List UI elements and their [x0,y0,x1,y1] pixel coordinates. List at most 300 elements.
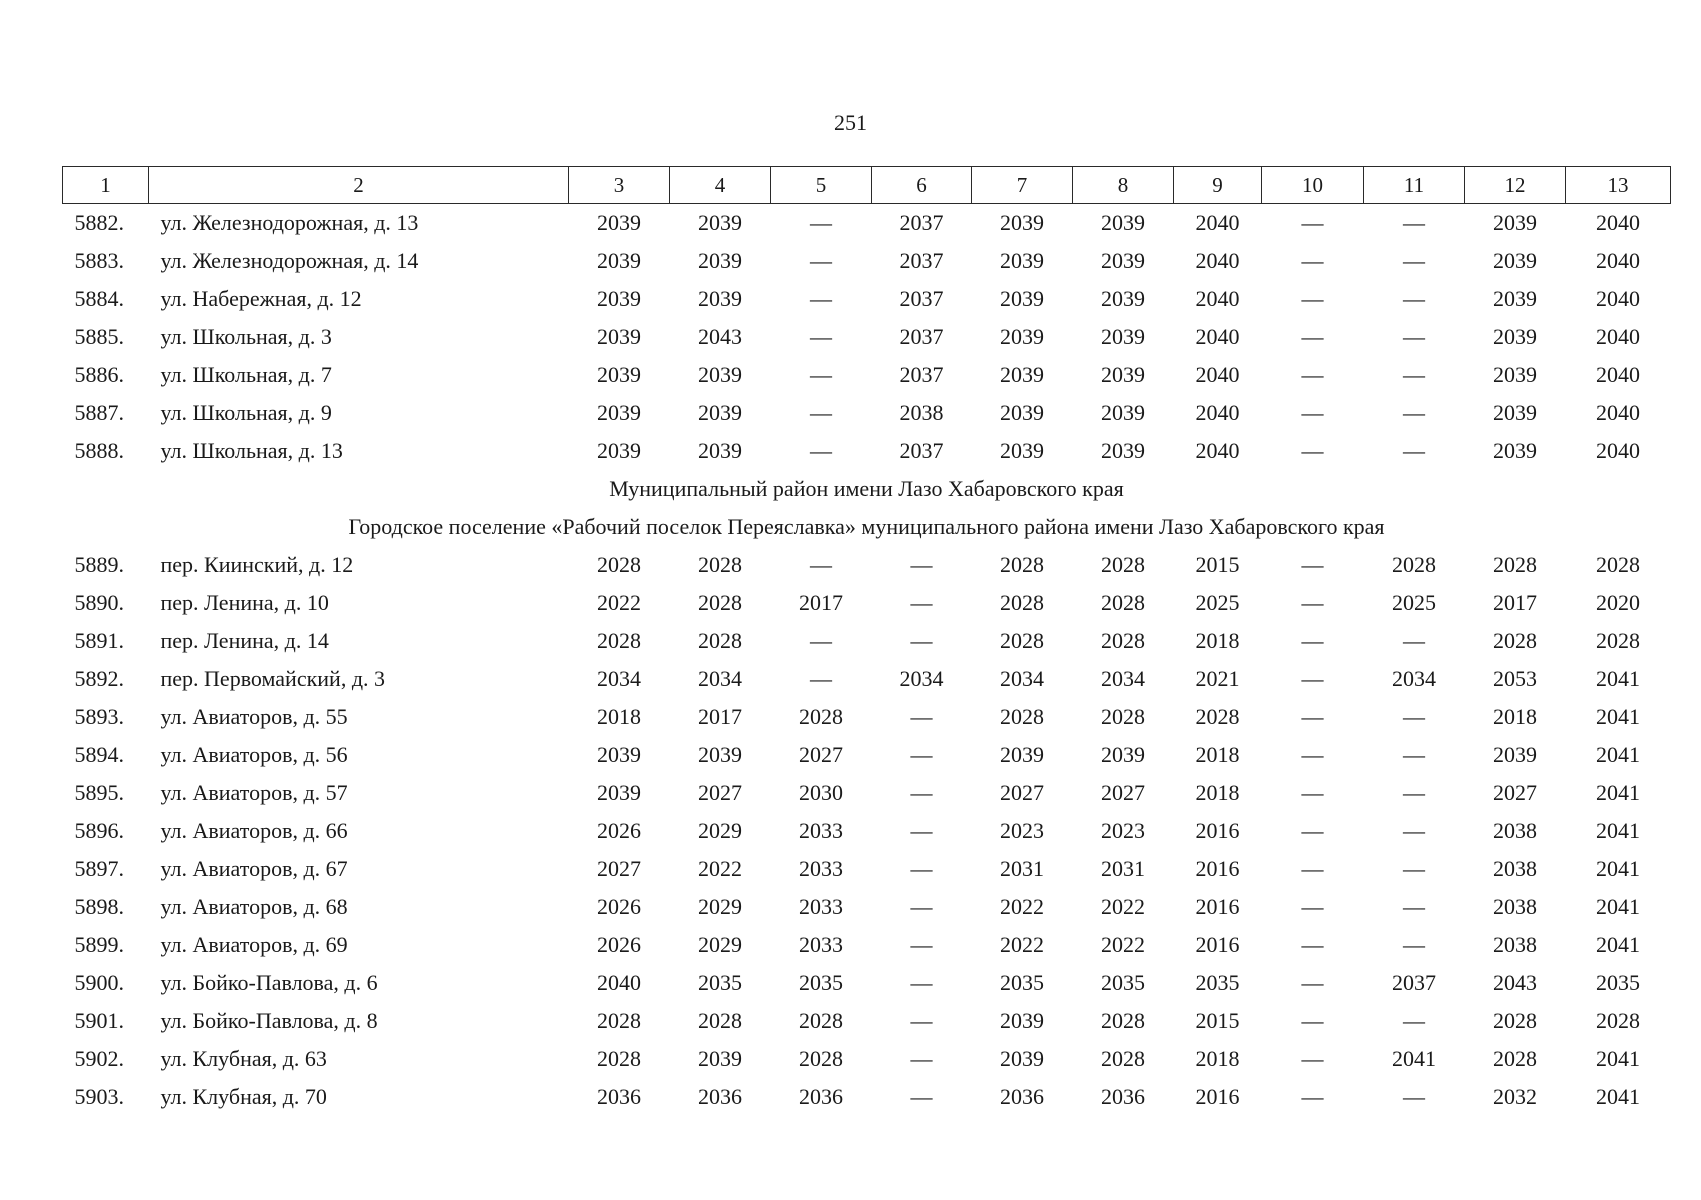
year-cell-col-13: 2041 [1596,856,1640,881]
year-cell-col-7: 2039 [1000,286,1044,311]
year-cell-col-5: 2017 [799,590,843,615]
year-cell-col-9: 2015 [1195,552,1240,577]
year-cell-col-3: 2028 [597,1008,641,1033]
row-number: 5890. [74,590,124,615]
year-cell-col-11: — [1403,400,1425,425]
year-cell-col-5: — [810,248,832,273]
column-header: 7 [972,167,1073,204]
year-cell-col-6: — [910,780,933,805]
year-cell-col-10: — [1301,970,1324,995]
year-cell-col-5: — [810,286,832,311]
year-cell-col-12: 2053 [1493,666,1537,691]
year-cell-col-12: 2039 [1493,210,1537,235]
year-cell-col-3: 2039 [597,362,641,387]
year-cell-col-10: — [1301,438,1324,463]
year-cell-col-3: 2018 [597,704,641,729]
year-cell-col-13: 2041 [1596,1084,1640,1109]
year-cell-col-6: 2037 [899,324,944,349]
year-cell-col-10: — [1301,780,1324,805]
row-number: 5892. [74,666,124,691]
address-cell: ул. Авиаторов, д. 57 [160,780,348,805]
year-cell-col-4: 2039 [698,438,742,463]
column-header: 4 [670,167,771,204]
year-cell-col-8: 2028 [1101,590,1145,615]
year-cell-col-10: — [1301,286,1324,311]
address-cell: ул. Школьная, д. 3 [160,324,332,349]
year-cell-col-5: — [810,210,832,235]
row-number: 5885. [74,324,124,349]
year-cell-col-10: — [1301,248,1324,273]
table-row [63,1040,1671,1078]
year-cell-col-12: 2038 [1493,932,1537,957]
year-cell-col-11: 2034 [1392,666,1436,691]
row-number: 5883. [74,248,124,273]
year-cell-col-8: 2039 [1101,362,1145,387]
year-cell-col-6: 2038 [899,400,944,425]
year-cell-col-10: — [1301,628,1324,653]
row-number: 5884. [74,286,124,311]
year-cell-col-3: 2039 [597,438,641,463]
year-cell-col-11: — [1403,742,1425,767]
year-cell-col-4: 2039 [698,210,742,235]
table-row [63,774,1671,812]
row-number: 5882. [74,210,124,235]
year-cell-col-11: 2025 [1392,590,1436,615]
table-row [63,1078,1671,1116]
year-cell-col-8: 2039 [1101,286,1145,311]
year-cell-col-7: 2022 [1000,932,1044,957]
year-cell-col-7: 2034 [1000,666,1044,691]
year-cell-col-11: — [1403,362,1425,387]
column-header: 2 [149,167,569,204]
year-cell-col-8: 2028 [1101,1008,1145,1033]
year-cell-col-8: 2022 [1101,894,1145,919]
year-cell-col-9: 2016 [1195,856,1240,881]
year-cell-col-4: 2036 [698,1084,742,1109]
year-cell-col-5: — [810,362,832,387]
year-cell-col-10: — [1301,362,1324,387]
year-cell-col-10: — [1301,1084,1324,1109]
year-cell-col-7: 2028 [1000,590,1044,615]
table-row [63,394,1671,432]
year-cell-col-12: 2028 [1493,628,1537,653]
year-cell-col-6: 2037 [899,286,944,311]
table-row [63,242,1671,280]
address-cell: ул. Авиаторов, д. 66 [160,818,348,843]
row-number: 5888. [74,438,124,463]
table-body [63,204,1671,1117]
year-cell-col-10: — [1301,552,1324,577]
year-cell-col-4: 2028 [698,1008,742,1033]
year-cell-col-5: 2033 [799,894,843,919]
address-cell: пер. Ленина, д. 10 [160,590,329,615]
table-row [63,622,1671,660]
year-cell-col-3: 2036 [597,1084,641,1109]
row-number: 5901. [74,1008,124,1033]
year-cell-col-4: 2029 [698,894,742,919]
year-cell-col-9: 2015 [1195,1008,1240,1033]
column-header: 1 [63,167,149,204]
year-cell-col-10: — [1301,590,1324,615]
year-cell-col-9: 2016 [1195,932,1240,957]
year-cell-col-3: 2039 [597,400,641,425]
year-cell-col-5: — [810,628,832,653]
row-number: 5891. [74,628,124,653]
year-cell-col-3: 2039 [597,210,641,235]
section-heading-district-row [63,470,1671,508]
year-cell-col-13: 2040 [1596,248,1640,273]
year-cell-col-5: — [810,438,832,463]
year-cell-col-5: 2033 [799,818,843,843]
year-cell-col-3: 2026 [597,894,641,919]
year-cell-col-8: 2027 [1101,780,1145,805]
address-cell: ул. Железнодорожная, д. 14 [160,248,419,273]
table-row [63,964,1671,1002]
year-cell-col-11: — [1403,780,1425,805]
year-cell-col-6: — [910,932,933,957]
year-cell-col-5: 2036 [799,1084,843,1109]
year-cell-col-13: 2041 [1596,742,1640,767]
year-cell-col-11: — [1403,932,1425,957]
year-cell-col-7: 2028 [1000,704,1044,729]
row-number: 5903. [74,1084,124,1109]
year-cell-col-7: 2039 [1000,1046,1044,1071]
year-cell-col-8: 2028 [1101,628,1145,653]
year-cell-col-3: 2040 [597,970,641,995]
year-cell-col-12: 2039 [1493,438,1537,463]
address-cell: пер. Ленина, д. 14 [160,628,329,653]
column-header: 13 [1566,167,1671,204]
table-row [63,812,1671,850]
year-cell-col-7: 2022 [1000,894,1044,919]
row-number: 5894. [74,742,124,767]
year-cell-col-13: 2041 [1596,894,1640,919]
year-cell-col-4: 2029 [698,932,742,957]
year-cell-col-5: 2033 [799,932,843,957]
year-cell-col-6: 2037 [899,362,944,387]
year-cell-col-11: — [1403,704,1425,729]
year-cell-col-6: — [910,590,933,615]
year-cell-col-4: 2028 [698,552,742,577]
year-cell-col-6: — [910,1008,933,1033]
table-row [63,280,1671,318]
address-cell: ул. Набережная, д. 12 [160,286,362,311]
year-cell-col-10: — [1301,742,1324,767]
year-cell-col-12: 2018 [1493,704,1537,729]
address-cell: ул. Авиаторов, д. 67 [160,856,348,881]
year-cell-col-11: — [1403,818,1425,843]
year-cell-col-13: 2041 [1596,932,1640,957]
year-cell-col-9: 2040 [1195,248,1240,273]
year-cell-col-12: 2039 [1493,400,1537,425]
year-cell-col-8: 2028 [1101,704,1145,729]
year-cell-col-6: — [910,704,933,729]
year-cell-col-9: 2040 [1195,286,1240,311]
year-cell-col-9: 2040 [1195,400,1240,425]
year-cell-col-13: 2040 [1596,400,1640,425]
year-cell-col-9: 2025 [1195,590,1240,615]
year-cell-col-9: 2028 [1195,704,1240,729]
year-cell-col-7: 2039 [1000,324,1044,349]
year-cell-col-8: 2039 [1101,324,1145,349]
year-cell-col-11: — [1403,894,1425,919]
year-cell-col-11: — [1403,324,1425,349]
year-cell-col-10: — [1301,818,1324,843]
year-cell-col-13: 2040 [1596,438,1640,463]
year-cell-col-8: 2031 [1101,856,1145,881]
address-cell: ул. Школьная, д. 9 [160,400,332,425]
year-cell-col-9: 2016 [1195,1084,1240,1109]
year-cell-col-8: 2034 [1101,666,1145,691]
year-cell-col-11: — [1403,628,1425,653]
year-cell-col-3: 2026 [597,818,641,843]
year-cell-col-7: 2035 [1000,970,1044,995]
year-cell-col-5: — [810,552,832,577]
year-cell-col-9: 2018 [1195,780,1240,805]
year-cell-col-10: — [1301,210,1324,235]
year-cell-col-3: 2028 [597,1046,641,1071]
year-cell-col-13: 2040 [1596,324,1640,349]
year-cell-col-5: — [810,400,832,425]
table-row [63,356,1671,394]
year-cell-col-3: 2039 [597,780,641,805]
year-cell-col-11: — [1403,1084,1425,1109]
year-cell-col-10: — [1301,400,1324,425]
address-cell: ул. Авиаторов, д. 55 [160,704,348,729]
year-cell-col-4: 2039 [698,400,742,425]
year-cell-col-12: 2038 [1493,818,1537,843]
column-header: 10 [1262,167,1364,204]
year-cell-col-6: — [910,1046,933,1071]
address-cell: ул. Авиаторов, д. 56 [160,742,348,767]
row-number: 5893. [74,704,124,729]
year-cell-col-13: 2041 [1596,818,1640,843]
address-cell: ул. Авиаторов, д. 68 [160,894,348,919]
year-cell-col-6: — [910,742,933,767]
year-cell-col-13: 2041 [1596,1046,1640,1071]
table-row [63,318,1671,356]
year-cell-col-10: — [1301,856,1324,881]
year-cell-col-12: 2017 [1493,590,1537,615]
address-cell: пер. Первомайский, д. 3 [160,666,386,691]
year-cell-col-4: 2043 [698,324,742,349]
column-header: 12 [1465,167,1566,204]
year-cell-col-9: 2018 [1195,1046,1240,1071]
year-cell-col-7: 2031 [1000,856,1044,881]
year-cell-col-9: 2040 [1195,438,1240,463]
year-cell-col-12: 2028 [1493,552,1537,577]
year-cell-col-7: 2039 [1000,362,1044,387]
year-cell-col-8: 2039 [1101,742,1145,767]
year-cell-col-5: 2030 [799,780,843,805]
year-cell-col-7: 2039 [1000,1008,1044,1033]
year-cell-col-4: 2029 [698,818,742,843]
year-cell-col-12: 2027 [1493,780,1537,805]
year-cell-col-7: 2039 [1000,210,1044,235]
year-cell-col-3: 2026 [597,932,641,957]
year-cell-col-12: 2028 [1493,1008,1537,1033]
year-cell-col-9: 2018 [1195,628,1240,653]
year-cell-col-13: 2035 [1596,970,1640,995]
table-row [63,546,1671,584]
year-cell-col-7: 2027 [1000,780,1044,805]
year-cell-col-11: 2028 [1392,552,1436,577]
year-cell-col-13: 2020 [1596,590,1640,615]
year-cell-col-13: 2040 [1596,210,1640,235]
year-cell-col-3: 2028 [597,628,641,653]
year-cell-col-13: 2028 [1596,1008,1640,1033]
table-row [63,1002,1671,1040]
year-cell-col-7: 2039 [1000,742,1044,767]
year-cell-col-8: 2039 [1101,400,1145,425]
year-cell-col-11: — [1403,248,1425,273]
row-number: 5896. [74,818,124,843]
year-cell-col-11: — [1403,438,1425,463]
year-cell-col-7: 2039 [1000,438,1044,463]
year-cell-col-11: 2041 [1392,1046,1436,1071]
year-cell-col-3: 2039 [597,742,641,767]
table-row [63,926,1671,964]
column-header: 11 [1364,167,1465,204]
year-cell-col-8: 2039 [1101,438,1145,463]
section-heading-district: Муниципальный район имени Лазо Хабаровского края [609,476,1124,501]
year-cell-col-5: 2028 [799,704,843,729]
year-cell-col-8: 2023 [1101,818,1145,843]
year-cell-col-5: 2033 [799,856,843,881]
year-cell-col-9: 2035 [1195,970,1240,995]
year-cell-col-5: — [810,324,832,349]
year-cell-col-13: 2041 [1596,666,1640,691]
column-header-row [63,167,1671,204]
year-cell-col-7: 2023 [1000,818,1044,843]
year-cell-col-8: 2039 [1101,210,1145,235]
year-cell-col-7: 2028 [1000,628,1044,653]
row-number: 5887. [74,400,124,425]
year-cell-col-3: 2039 [597,248,641,273]
table-row [63,584,1671,622]
year-cell-col-8: 2022 [1101,932,1145,957]
year-cell-col-4: 2028 [698,628,742,653]
year-cell-col-6: 2037 [899,210,944,235]
year-cell-col-4: 2039 [698,362,742,387]
year-cell-col-9: 2016 [1195,818,1240,843]
address-cell: ул. Школьная, д. 13 [160,438,343,463]
table-row [63,888,1671,926]
column-header: 5 [771,167,872,204]
year-cell-col-6: 2034 [899,666,944,691]
address-cell: пер. Киинский, д. 12 [160,552,354,577]
year-cell-col-5: 2027 [799,742,843,767]
year-cell-col-13: 2028 [1596,628,1640,653]
year-cell-col-10: — [1301,932,1324,957]
year-cell-col-9: 2016 [1195,894,1240,919]
year-cell-col-12: 2039 [1493,248,1537,273]
row-number: 5895. [74,780,124,805]
year-cell-col-11: — [1403,1008,1425,1033]
row-number: 5898. [74,894,124,919]
column-header: 6 [872,167,972,204]
year-cell-col-4: 2022 [698,856,742,881]
year-cell-col-4: 2028 [698,590,742,615]
year-cell-col-7: 2028 [1000,552,1044,577]
row-number: 5897. [74,856,124,881]
year-cell-col-10: — [1301,894,1324,919]
year-cell-col-12: 2039 [1493,286,1537,311]
row-number: 5902. [74,1046,124,1071]
address-cell: ул. Клубная, д. 63 [160,1046,327,1071]
year-cell-col-8: 2036 [1101,1084,1145,1109]
year-cell-col-5: 2035 [799,970,843,995]
year-cell-col-6: — [910,856,933,881]
row-number: 5900. [74,970,124,995]
year-cell-col-8: 2035 [1101,970,1145,995]
row-number: 5889. [74,552,124,577]
year-cell-col-12: 2039 [1493,324,1537,349]
page-number: 251 [834,110,867,135]
year-cell-col-10: — [1301,324,1324,349]
year-cell-col-4: 2039 [698,742,742,767]
section-heading-settlement: Городское поселение «Рабочий поселок Переяславка» муниципального района имени Лазо Хабаровского края [348,514,1385,539]
year-cell-col-12: 2043 [1493,970,1537,995]
year-cell-col-3: 2022 [597,590,641,615]
year-cell-col-12: 2039 [1493,742,1537,767]
year-cell-col-3: 2034 [597,666,641,691]
year-cell-col-11: — [1403,856,1425,881]
address-cell: ул. Бойко-Павлова, д. 6 [160,970,378,995]
row-number: 5886. [74,362,124,387]
year-cell-col-3: 2027 [597,856,641,881]
year-cell-col-5: — [810,666,832,691]
table-row [63,736,1671,774]
year-cell-col-6: — [910,818,933,843]
year-cell-col-10: — [1301,704,1324,729]
year-cell-col-13: 2040 [1596,286,1640,311]
year-cell-col-12: 2038 [1493,856,1537,881]
year-cell-col-4: 2035 [698,970,742,995]
year-cell-col-3: 2039 [597,286,641,311]
year-cell-col-12: 2038 [1493,894,1537,919]
column-header: 3 [569,167,670,204]
year-cell-col-4: 2027 [698,780,742,805]
year-cell-col-9: 2040 [1195,210,1240,235]
column-header: 8 [1073,167,1174,204]
table-row [63,432,1671,470]
section-heading-settlement-row [63,508,1671,546]
year-cell-col-13: 2041 [1596,704,1640,729]
year-cell-col-3: 2039 [597,324,641,349]
row-number: 5899. [74,932,124,957]
schedule-table [62,166,1671,1116]
year-cell-col-9: 2018 [1195,742,1240,767]
year-cell-col-7: 2039 [1000,400,1044,425]
table-row [63,204,1671,243]
year-cell-col-13: 2040 [1596,362,1640,387]
year-cell-col-10: — [1301,1046,1324,1071]
table-row [63,660,1671,698]
address-cell: ул. Авиаторов, д. 69 [160,932,348,957]
address-cell: ул. Школьная, д. 7 [160,362,332,387]
address-cell: ул. Бойко-Павлова, д. 8 [160,1008,378,1033]
year-cell-col-4: 2039 [698,1046,742,1071]
year-cell-col-4: 2034 [698,666,742,691]
year-cell-col-7: 2036 [1000,1084,1044,1109]
year-cell-col-7: 2039 [1000,248,1044,273]
year-cell-col-12: 2039 [1493,362,1537,387]
year-cell-col-4: 2017 [698,704,742,729]
year-cell-col-3: 2028 [597,552,641,577]
year-cell-col-10: — [1301,666,1324,691]
table-row [63,698,1671,736]
